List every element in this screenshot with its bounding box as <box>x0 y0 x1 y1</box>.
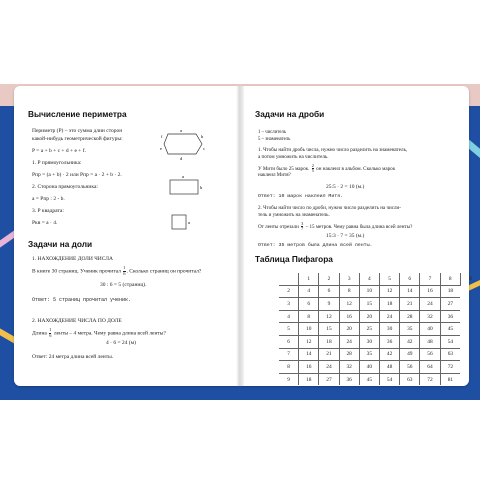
task-text: . Сколько страниц он прочитал? <box>126 268 202 275</box>
shape-label: e <box>160 146 162 151</box>
rectangle-formula: Pпр = (a + b) · 2 или Pпр = a · 2 + b · 2. <box>32 172 122 178</box>
table-cell: 27 <box>319 373 339 385</box>
table-cell: 63 <box>440 348 460 361</box>
table-row <box>279 273 480 285</box>
table-cell: 6 <box>279 335 299 348</box>
table-cell: 28 <box>339 348 359 361</box>
table-row <box>279 285 480 298</box>
table-cell: 8 <box>279 361 299 374</box>
table-row <box>279 373 480 385</box>
table-cell: 45 <box>440 323 460 336</box>
table-cell: 40 <box>359 361 379 374</box>
table-cell: 14 <box>400 285 420 298</box>
task2-rule-line2: тель и умножить на знаменатель. <box>258 212 330 218</box>
table-cell: 10 <box>359 285 379 298</box>
numerator-note: 1 – числитель <box>258 130 287 135</box>
task-text: – 15 метров. Чему равна была длина всей ленты? <box>305 224 413 231</box>
table-cell: 36 <box>379 335 399 348</box>
pythagoras-title: Таблица Пифагора <box>255 254 333 264</box>
part-of-number-task <box>32 266 201 276</box>
shape-label: f <box>161 134 163 139</box>
table-cell: 4 <box>299 285 319 298</box>
table-cell: 56 <box>420 348 440 361</box>
task-text: В книге 30 страниц. Ученик прочитал <box>32 268 121 275</box>
table-cell: 18 <box>379 298 399 311</box>
parts-title: Задачи на доли <box>28 239 93 249</box>
square-formula: Pкв = a · 4. <box>32 220 58 226</box>
fraction <box>301 222 303 232</box>
table-cell: 9 <box>460 273 480 285</box>
task-text: он наклеил в альбом. Сколько марок <box>316 166 396 173</box>
hexagon-shape <box>164 134 202 154</box>
table-cell: 64 <box>420 361 440 374</box>
table-cell: 7 <box>279 348 299 361</box>
shape-label: a <box>180 128 182 133</box>
fraction-numerator: 2 <box>311 163 314 168</box>
table-cell: 21 <box>319 348 339 361</box>
fraction-numerator: 3 <box>301 221 304 226</box>
table-cell: 49 <box>400 348 420 361</box>
table-cell: 14 <box>299 348 319 361</box>
table-cell: 20 <box>359 310 379 323</box>
table-cell: 18 <box>319 335 339 348</box>
rectangle-shape <box>170 180 198 194</box>
table-cell: 40 <box>420 323 440 336</box>
table-cell: 42 <box>400 335 420 348</box>
table-cell: 27 <box>440 298 460 311</box>
fraction-denominator: 7 <box>301 226 304 232</box>
table-row <box>279 323 480 336</box>
task1-answer: Ответ: 10 марок наклеил Митя. <box>258 194 344 199</box>
table-cell: 32 <box>420 310 440 323</box>
table-cell <box>279 273 299 285</box>
table-cell: 15 <box>359 298 379 311</box>
shape-label: d <box>180 156 183 161</box>
table-cell: 4 <box>359 273 379 285</box>
task-text: У Мити было 25 марок. <box>258 166 310 173</box>
table-cell: 9 <box>279 373 299 385</box>
table-cell: 8 <box>440 273 460 285</box>
table-cell: 12 <box>299 335 319 348</box>
table-cell: 9 <box>319 298 339 311</box>
table-row <box>279 310 480 323</box>
table-cell: 81 <box>440 373 460 385</box>
table-cell: 15 <box>319 323 339 336</box>
table-cell: 30 <box>359 335 379 348</box>
table-cell: 1 <box>299 273 319 285</box>
table-cell: 32 <box>339 361 359 374</box>
rectangle-item: 1. Р прямоугольника: <box>32 160 82 166</box>
table-row <box>279 298 480 311</box>
fraction-denominator: 5 <box>311 168 314 174</box>
table-cell: 21 <box>400 298 420 311</box>
fraction-denominator: 6 <box>123 270 126 276</box>
fraction-numerator: 1 <box>49 327 52 332</box>
table-cell: 3 <box>339 273 359 285</box>
table-cell: 24 <box>339 335 359 348</box>
table-cell: 35 <box>400 323 420 336</box>
table-cell: 6 <box>299 298 319 311</box>
table-cell: 48 <box>379 361 399 374</box>
table-cell: 28 <box>400 310 420 323</box>
rectangle-side-formula: a = Pпр : 2 - b. <box>32 196 65 202</box>
fraction <box>312 164 314 174</box>
table-cell: 5 <box>279 323 299 336</box>
square-item: 3. Р квадрата: <box>32 208 64 214</box>
table-cell: 30 <box>379 323 399 336</box>
book-spine <box>236 86 244 386</box>
shape-label: a <box>188 220 190 225</box>
table-cell: 12 <box>319 310 339 323</box>
table-cell: 18 <box>299 373 319 385</box>
task1-calculation: 25:5 · 2 = 10 (м.) <box>326 184 365 190</box>
table-cell: 24 <box>379 310 399 323</box>
table-cell: 7 <box>420 273 440 285</box>
table-cell: 54 <box>379 373 399 385</box>
task1-story-line2: наклеил Митя? <box>258 172 291 178</box>
denominator-note: 5 – знаменатель <box>258 137 291 142</box>
table-cell: 8 <box>299 310 319 323</box>
task2-calculation: 15:3 · 7 = 35 (м.) <box>326 233 365 239</box>
table-cell: 45 <box>359 373 379 385</box>
number-by-part-calculation: 4 · 6 = 24 (м) <box>106 340 136 346</box>
perimeter-definition-line1: Периметр (Р) – это сумма длин сторон <box>32 128 123 134</box>
table-cell: 25 <box>359 323 379 336</box>
shape-label: a <box>182 174 184 179</box>
fraction-numerator: 1 <box>123 265 126 270</box>
shape-label: c <box>203 146 205 151</box>
table-cell: 18 <box>440 285 460 298</box>
part-of-number-answer: Ответ: 5 страниц прочитал ученик. <box>32 297 132 303</box>
table-cell: 5 <box>379 273 399 285</box>
number-by-part-heading: 2. НАХОЖДЕНИЕ ЧИСЛА ПО ДОЛЕ <box>32 318 122 324</box>
table-cell: 8 <box>339 285 359 298</box>
table-cell: 10 <box>299 323 319 336</box>
part-of-number-calculation: 30 : 6 = 5 (страниц). <box>100 282 147 288</box>
table-cell: 36 <box>440 310 460 323</box>
task-text: Длина <box>32 330 47 337</box>
task-text: ленты – 4 метра. Чему равна длина всей ленты? <box>53 330 166 337</box>
table-cell: 2 <box>319 273 339 285</box>
task1-rule-line2: а потом умножить на числитель. <box>258 154 329 160</box>
table-cell: 3 <box>279 298 299 311</box>
fraction <box>49 328 51 338</box>
task2-story <box>258 222 412 232</box>
table-cell: 12 <box>339 298 359 311</box>
table-cell: 6 <box>400 273 420 285</box>
table-row <box>279 361 480 374</box>
table-cell: 35 <box>359 348 379 361</box>
fractions-title: Задачи на дроби <box>255 109 325 119</box>
perimeter-figures <box>160 124 220 234</box>
table-row <box>279 335 480 348</box>
table-cell: 16 <box>339 310 359 323</box>
table-cell: 16 <box>420 285 440 298</box>
task-text: От ленты отрезали <box>258 224 299 231</box>
perimeter-formula: P = a + b + c + d + e + f. <box>32 148 86 154</box>
fraction-denominator: 6 <box>49 332 52 338</box>
table-cell: 16 <box>299 361 319 374</box>
table-cell: 2 <box>279 285 299 298</box>
number-by-part-answer: Ответ: 24 метра длина всей ленты. <box>32 354 114 360</box>
pythagoras-table <box>279 273 480 385</box>
table-cell: 72 <box>440 361 460 374</box>
table-cell: 24 <box>319 361 339 374</box>
task1-rule-line1: 1. Чтобы найти дробь числа, нужно число разделить на знаменатель, <box>258 147 408 153</box>
task2-answer: Ответ: 35 метров была длина всей ленты. <box>258 243 373 248</box>
fraction <box>123 266 125 276</box>
table-cell: 6 <box>319 285 339 298</box>
table-cell: 72 <box>420 373 440 385</box>
perimeter-title: Вычисление периметра <box>28 109 127 119</box>
table-cell: 54 <box>440 335 460 348</box>
perimeter-definition-line2: какой-нибудь геометрической фигуры: <box>32 136 123 142</box>
shape-label: b <box>201 134 204 139</box>
table-cell: 12 <box>379 285 399 298</box>
square-shape <box>172 215 186 229</box>
table-cell: 24 <box>420 298 440 311</box>
table-cell: 63 <box>400 373 420 385</box>
table-cell: 4 <box>279 310 299 323</box>
table-row <box>279 348 480 361</box>
task2-rule-line1: 2. Чтобы найти число по дроби, нужно число разделить на числи- <box>258 205 401 211</box>
number-by-part-task <box>32 328 166 338</box>
shape-label: b <box>200 185 203 190</box>
part-of-number-heading: 1. НАХОЖДЕНИЕ ДОЛИ ЧИСЛА <box>32 256 113 262</box>
rectangle-side-item: 2. Сторона прямоугольника: <box>32 184 98 190</box>
table-cell: 36 <box>339 373 359 385</box>
table-cell: 48 <box>420 335 440 348</box>
table-cell: 20 <box>339 323 359 336</box>
table-cell: 56 <box>400 361 420 374</box>
table-cell: 42 <box>379 348 399 361</box>
